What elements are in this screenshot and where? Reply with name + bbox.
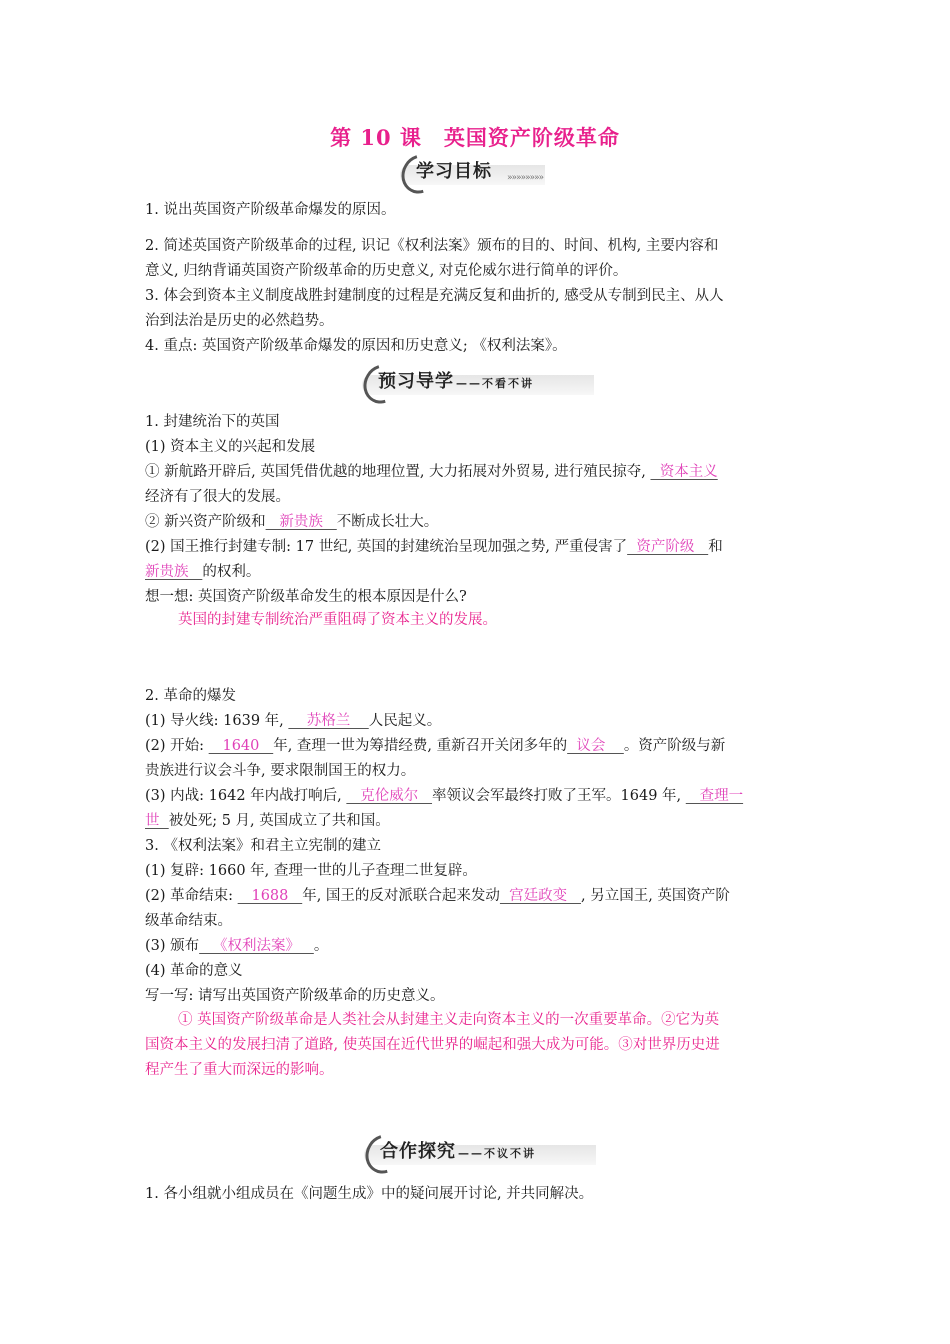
objectives-banner-label: 学习目标 (416, 161, 492, 182)
answer-new-nobility: 新贵族 (265, 514, 337, 530)
text: (1) 导火线: 1639 年, (145, 713, 289, 729)
text: 不断成长壮大。 (336, 514, 439, 530)
text: ① 新航路开辟后, 英国凭借优越的地理位置, 大力拓展对外贸易, 进行殖民掠夺, (145, 464, 651, 480)
write-answer-2: 国资本主义的发展扫清了道路, 使英国在近代世界的崛起和强大成为可能。③对世界历史进 (145, 1037, 720, 1053)
text: (2) 革命结束: (145, 888, 238, 904)
section-1-1a-cont: 经济有了很大的发展。 (145, 489, 290, 505)
preview-banner-title: 预习导学 (378, 371, 454, 392)
answer-1688: 1688 (237, 888, 303, 904)
coop-banner (364, 1132, 596, 1172)
answer-new-nobility-2: 新贵族 (145, 564, 203, 580)
answer-scotland: 苏格兰 (288, 713, 369, 729)
section-1-1: (1) 资本主义的兴起和发展 (145, 439, 316, 455)
objective-4: 4. 重点: 英国资产阶级革命爆发的原因和历史意义; 《权利法案》。 (145, 338, 567, 354)
section-2-2-cont: 贵族进行议会斗争, 要求限制国王的权力。 (145, 763, 416, 779)
coop-item-1: 1. 各小组就小组成员在《问题生成》中的疑问展开讨论, 并共同解决。 (145, 1186, 594, 1202)
objective-2-cont: 意义, 归纳背诵英国资产阶级革命的历史意义, 对克伦威尔进行简单的评价。 (145, 263, 628, 279)
answer-parliament: 议会 (567, 738, 624, 754)
text: , 另立国王, 英国资产阶 (580, 888, 730, 904)
preview-banner-sub: ——不看不讲 (456, 377, 534, 390)
section-1-1b (145, 510, 810, 535)
text: 年, 国王的反对派联合起来发动 (302, 888, 500, 904)
answer-bill-of-rights: 《权利法案》 (199, 938, 314, 954)
objective-1: 1. 说出英国资产阶级革命爆发的原因。 (145, 202, 396, 218)
coop-banner-title: 合作探究 (380, 1141, 456, 1162)
text: 年, 查理一世为筹措经费, 重新召开关闭多年的 (273, 738, 568, 754)
write-question: 写一写: 请写出英国资产阶级革命的历史意义。 (145, 988, 445, 1004)
section-2-2 (145, 734, 810, 759)
coop-banner-sub: ——不议不讲 (458, 1147, 536, 1160)
text: (3) 颁布 (145, 938, 200, 954)
section-3-2 (145, 884, 810, 909)
objective-3: 3. 体会到资本主义制度战胜封建制度的过程是充满反复和曲折的, 感受从专制到民主、从人 (145, 288, 724, 304)
text: 人民起义。 (368, 713, 442, 729)
section-3-heading: 3. 《权利法案》和君主立宪制的建立 (145, 838, 381, 854)
section-2-3 (145, 784, 810, 809)
text: 被处死; 5 月, 英国成立了共和国。 (168, 813, 390, 829)
section-3-1: (1) 复辟: 1660 年, 查理一世的儿子查理二世复辟。 (145, 863, 477, 879)
think-answer: 英国的封建专制统治严重阻碍了资本主义的发展。 (178, 612, 497, 628)
preview-banner (362, 362, 594, 402)
answer-charles-i: 查理一 (685, 788, 744, 804)
write-answer-3: 程产生了重大而深远的影响。 (145, 1062, 334, 1078)
arrows-icon: »»»»»»»» (506, 173, 543, 183)
section-2-1 (145, 709, 810, 734)
section-3-3 (145, 934, 810, 959)
coop-banner-label (380, 1137, 536, 1163)
section-1-1a (145, 460, 810, 485)
section-1-2 (145, 535, 810, 560)
answer-glorious-coup: 宫廷政变 (499, 888, 581, 904)
preview-banner-label (378, 367, 534, 393)
answer-cromwell: 克伦威尔 (346, 788, 433, 804)
think-question: 想一想: 英国资产阶级革命发生的根本原因是什么? (145, 589, 467, 605)
section-2-3-cont (145, 809, 810, 834)
text: 率领议会军最终打败了王军。1649 年, (432, 788, 686, 804)
text: 。 (313, 938, 329, 954)
answer-capitalism: 资本主义 (650, 464, 718, 480)
text: 。资产阶级与新 (623, 738, 726, 754)
section-1-2-cont (145, 560, 810, 585)
answer-bourgeoisie: 资产阶级 (627, 539, 709, 555)
section-1-heading: 1. 封建统治下的英国 (145, 414, 280, 430)
answer-charles-i-cont: 世 (145, 813, 169, 829)
section-3-2-cont: 级革命结束。 (145, 913, 232, 929)
section-3-4: (4) 革命的意义 (145, 963, 243, 979)
text: (2) 国王推行封建专制: 17 世纪, 英国的封建统治呈现加强之势, 严重侵害了 (145, 539, 628, 555)
objective-2: 2. 简述英国资产阶级革命的过程, 识记《权利法案》颁布的目的、时间、机构, 主要内容和 (145, 238, 719, 254)
section-2-heading: 2. 革命的爆发 (145, 688, 236, 704)
text: ② 新兴资产阶级和 (145, 514, 266, 530)
objectives-banner (400, 152, 545, 192)
text: (2) 开始: (145, 738, 209, 754)
lesson-title: 第 10 课 英国资产阶级革命 (330, 125, 620, 150)
write-answer-1: ① 英国资产阶级革命是人类社会从封建主义走向资本主义的一次重要革命。②它为英 (178, 1012, 720, 1028)
text: 的权利。 (202, 564, 261, 580)
text: 和 (708, 539, 723, 555)
objective-3-cont: 治到法治是历史的必然趋势。 (145, 313, 334, 329)
answer-1640: 1640 (208, 738, 274, 754)
text: (3) 内战: 1642 年内战打响后, (145, 788, 347, 804)
